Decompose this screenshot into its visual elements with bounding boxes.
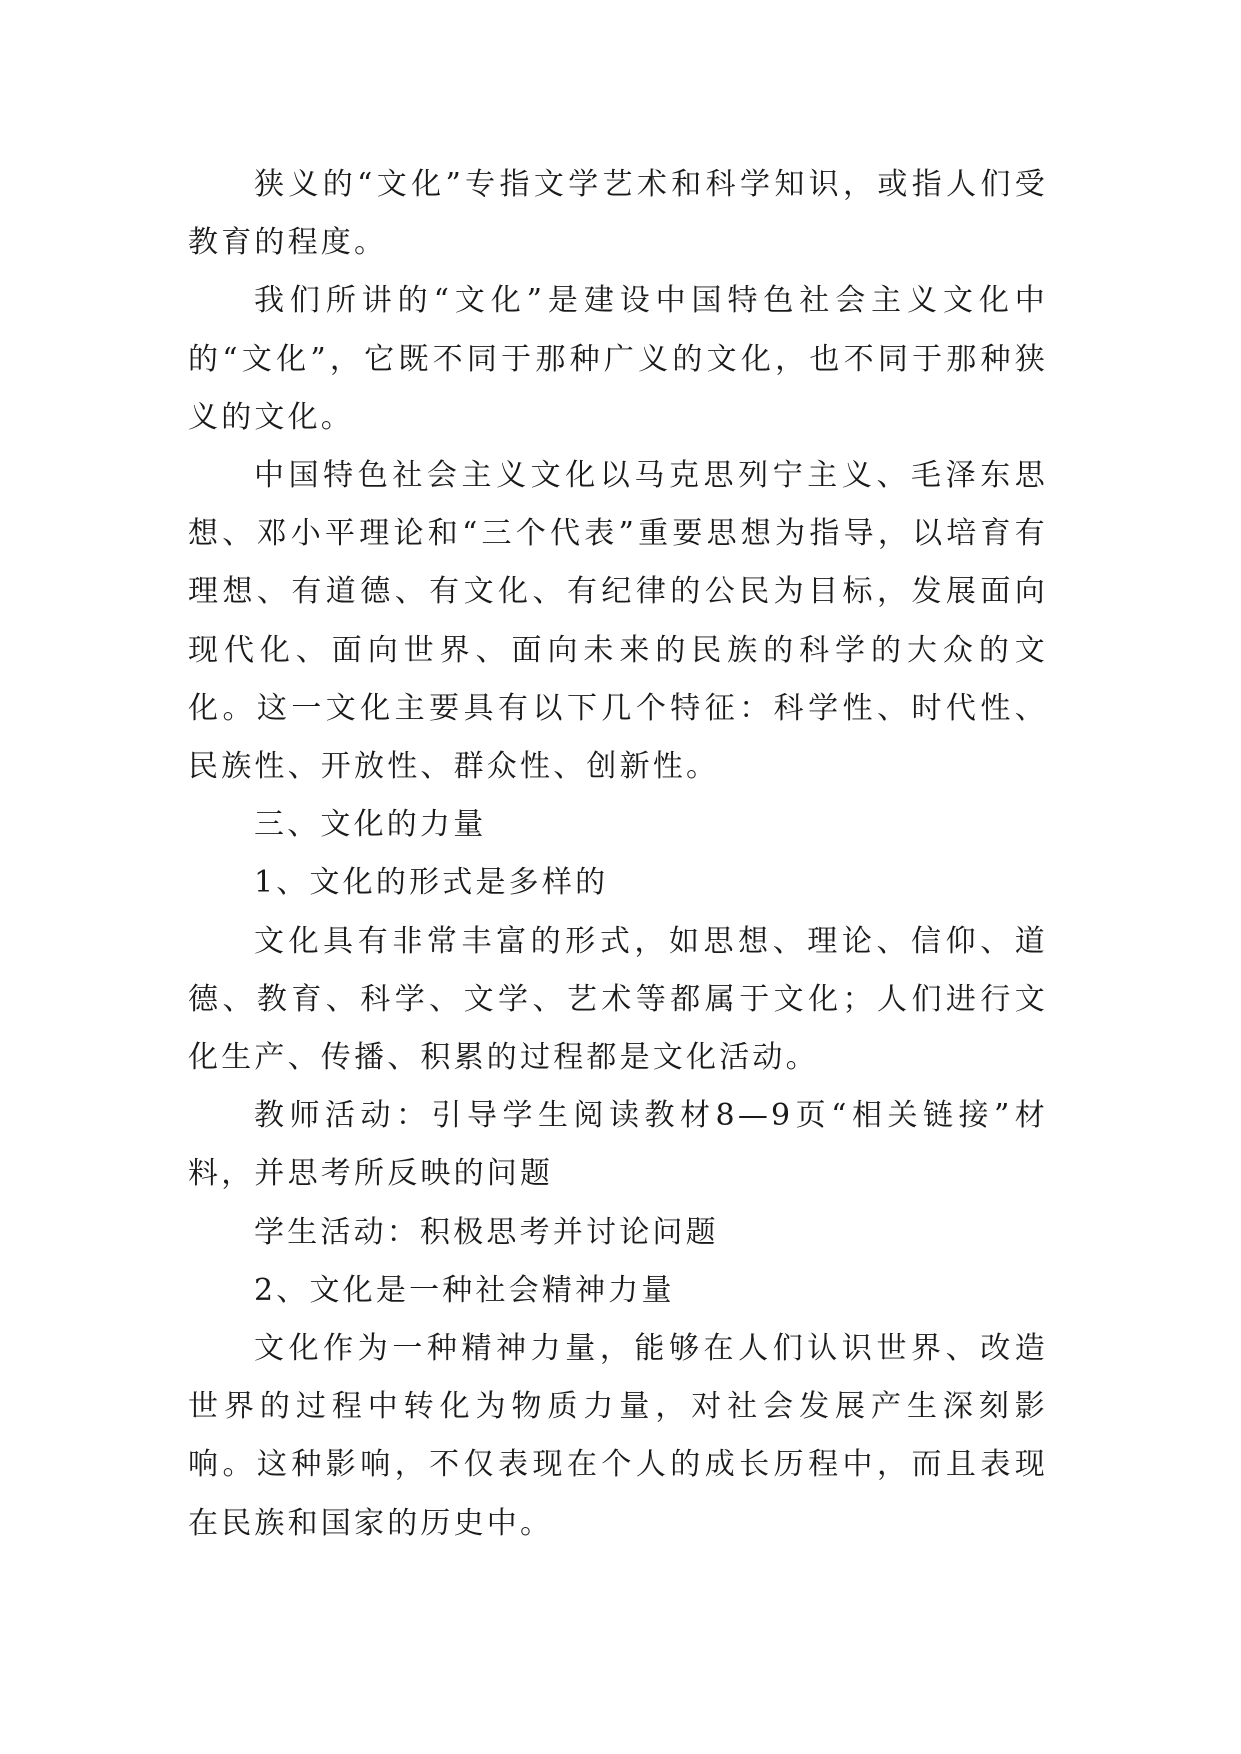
paragraph-narrow-culture: 狭义的“文化”专指文学艺术和科学知识，或指人们受教育的程度。 bbox=[188, 167, 1048, 261]
document-body bbox=[188, 156, 1048, 1553]
paragraph-teacher-activity: 教师活动：引导学生阅读教材8—9页“相关链接”材料，并思考所反映的问题 bbox=[188, 1098, 1048, 1192]
paragraph-student-activity: 学生活动：积极思考并讨论问题 bbox=[254, 1214, 719, 1250]
subheading-forms-of-culture: 1、文化的形式是多样的 bbox=[254, 865, 609, 901]
paragraph-socialist-culture: 中国特色社会主义文化以马克思列宁主义、毛泽东思想、邓小平理论和“三个代表”重要思想为指导，以培育有理想、有道德、有文化、有纪律的公民为目标，发展面向现代化、面向世界、面向未来的民族的科学的大众的文化。这一文化主要具有以下几个特征：科学性、时代性、民族性、开放性、群众性、创新性。 bbox=[188, 458, 1048, 785]
subheading-spiritual-force: 2、文化是一种社会精神力量 bbox=[254, 1272, 675, 1308]
paragraph-our-culture: 我们所讲的“文化”是建设中国特色社会主义文化中的“文化”，它既不同于那种广义的文化，也不同于那种狭义的文化。 bbox=[188, 283, 1048, 435]
paragraph-spiritual-force: 文化作为一种精神力量，能够在人们认识世界、改造世界的过程中转化为物质力量，对社会发展产生深刻影响。这种影响，不仅表现在个人的成长历程中，而且表现在民族和国家的历史中。 bbox=[188, 1331, 1048, 1541]
section-heading-power-of-culture: 三、文化的力量 bbox=[254, 807, 487, 843]
paragraph-forms-of-culture: 文化具有非常丰富的形式，如思想、理论、信仰、道德、教育、科学、文学、艺术等都属于文化；人们进行文化生产、传播、积累的过程都是文化活动。 bbox=[188, 923, 1048, 1076]
